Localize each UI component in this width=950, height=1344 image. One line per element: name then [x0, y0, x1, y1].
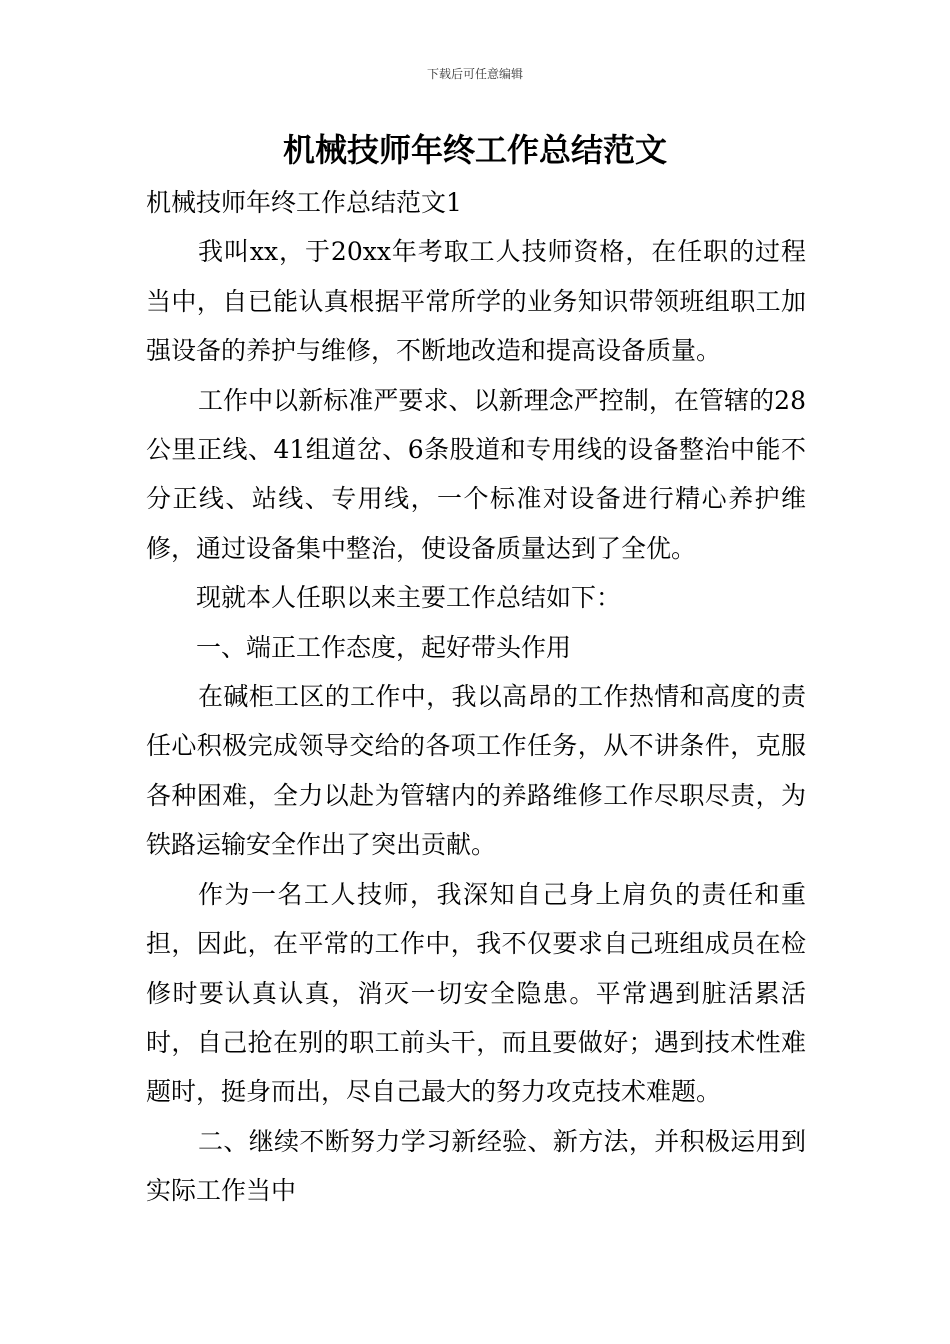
paragraph-work-standards: 工作中以新标准严要求、以新理念严控制，在管辖的28公里正线、41组道岔、6条股道和专用线的设备整治中能不分正线、站线、专用线，一个标准对设备进行精心养护维修，通过设备集中整治，使设备质量达到了全优。 [146, 385, 806, 563]
paragraph-intro: 我叫xx，于20xx年考取工人技师资格，在任职的过程当中，自已能认真根据平常所学的业务知识带领班组职工加强设备的养护与维修，不断地改造和提高设备质量。 [146, 237, 806, 366]
paragraph-responsibility: 作为一名工人技师，我深知自己身上肩负的责任和重担，因此，在平常的工作中，我不仅要求自己班组成员在检修时要认真认真，消灭一切安全隐患。平常遇到脏活累活时，自己抢在别的职工前头干，而且要做好；遇到技术性难题时，挺身而出，尽自己最大的努力攻克技术难题。 [146, 879, 806, 1107]
section-heading-2: 二、继续不断努力学习新经验、新方法，并积极运用到实际工作当中 [146, 1126, 806, 1206]
document-body [146, 178, 806, 1216]
document-title: 机械技师年终工作总结范文 [282, 131, 667, 169]
section-heading-1: 一、端正工作态度，起好带头作用 [196, 632, 572, 662]
header-note: 下载后可任意编辑 [426, 67, 523, 81]
paragraph-summary-lead: 现就本人任职以来主要工作总结如下： [196, 583, 622, 613]
document-subtitle: 机械技师年终工作总结范文1 [146, 188, 462, 217]
paragraph-work-attitude: 在碱柜工区的工作中，我以高昂的工作热情和高度的责任心积极完成领导交给的各项工作任务，从不讲条件，克服各种困难，全力以赴为管辖内的养路维修工作尽职尽责，为铁路运输安全作出了突出贡献。 [146, 682, 806, 860]
